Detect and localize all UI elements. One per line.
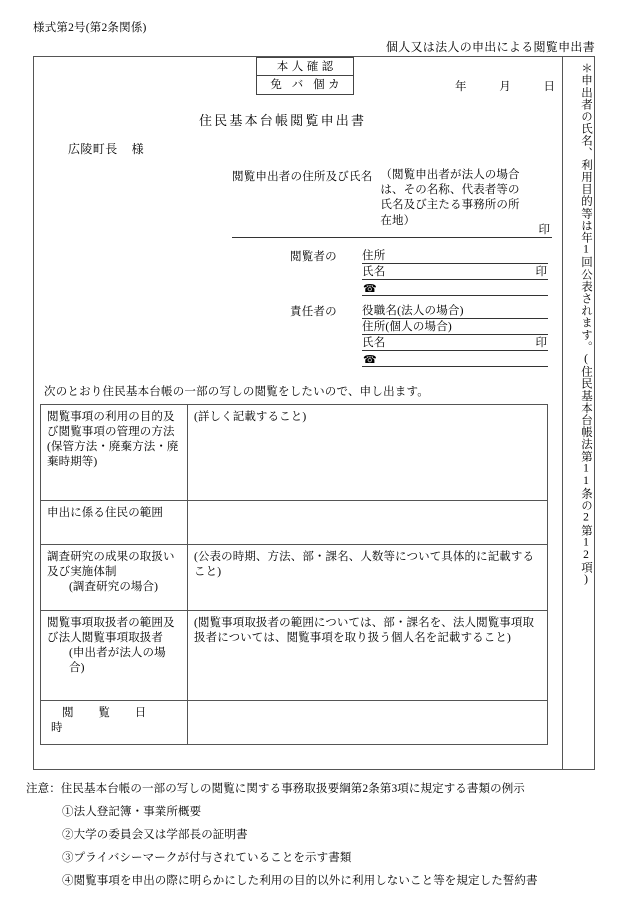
row-value-inspection-datetime[interactable]: [188, 701, 548, 745]
footer-item: ②大学の委員会又は学部長の証明書: [62, 829, 248, 841]
date-month-label: 月: [499, 81, 511, 93]
date-year-label: 年: [455, 81, 467, 93]
responsible-name-label: 氏名: [362, 336, 386, 349]
form-code: 様式第2号(第2条関係): [33, 22, 147, 34]
label-line: (申出者が法人の場合): [69, 646, 166, 674]
label-line: 申出に係る住民の範囲: [47, 507, 163, 519]
viewer-address-label: 住所: [362, 249, 386, 262]
applicant-entry-line[interactable]: [232, 222, 552, 238]
viewer-name-label: 氏名: [362, 265, 386, 278]
viewer-seal-mark: 印: [535, 265, 547, 278]
table-row: [41, 545, 548, 611]
responsible-label: 責任者の: [290, 306, 337, 318]
row-label-research-results: [41, 545, 188, 611]
responsible-position-line[interactable]: [362, 303, 548, 319]
submission-date-fields[interactable]: [455, 78, 555, 94]
label-line: (保管方法・廃棄方法・廃: [47, 440, 179, 453]
applicant-note: （閲覧申出者が法人の場合は、その名称、代表者等の氏名及び主たる事務所の所在地）: [380, 169, 520, 227]
footer-item: ③プライバシーマークが付与されていることを示す書類: [62, 852, 352, 864]
publication-notice-vertical: ＊申出者の氏名、利用目的等は年1回公表されます。(住民基本台帳法第11条の2第12項): [580, 62, 592, 587]
row-value-handlers[interactable]: (閲覧事項取扱者の範囲については、部・課名を、法人閲覧事項取扱者については、閲覧事項を取り扱う個人名を記載すること): [188, 611, 548, 701]
viewer-name-line[interactable]: [362, 264, 548, 280]
label-line: 棄時期等): [47, 455, 98, 468]
row-value-research-results[interactable]: (公表の時期、方法、部・課名、人数等について具体的に記載すること): [188, 545, 548, 611]
addressee: [68, 140, 144, 157]
viewer-label: 閲覧者の: [290, 251, 337, 263]
row-value-purpose[interactable]: (詳しく記載すること): [188, 405, 548, 501]
addressee-office: 広陵町長: [68, 142, 118, 156]
label-line: 閲覧事項取扱者の範囲及: [47, 617, 175, 629]
table-row: [41, 501, 548, 545]
row-label-purpose: [41, 405, 188, 501]
row-label-handlers: [41, 611, 188, 701]
date-day-label: 日: [543, 81, 555, 93]
row-label-resident-scope: [41, 501, 188, 545]
footer-item: ①法人登記簿・事業所概要: [62, 806, 202, 818]
label-line: び法人閲覧事項取扱者: [47, 631, 163, 644]
applicant-seal-mark: 印: [538, 223, 550, 236]
label-line: 閲覧事項の利用の目的及: [47, 411, 175, 423]
row-label-inspection-datetime: [41, 701, 188, 745]
document-kind-heading: 個人又は法人の申出による閲覧申出書: [385, 40, 595, 54]
footer-notes: [26, 780, 606, 888]
responsible-seal-mark: 印: [535, 336, 547, 349]
table-row: [41, 611, 548, 701]
responsible-address-label: 住所(個人の場合): [362, 320, 452, 333]
label-line: 及び実施体制: [47, 565, 117, 578]
footer-heading: 注意：住民基本台帳の一部の写しの閲覧に関する事務取扱要綱第2条第3項に規定する書類の例示: [26, 783, 525, 795]
telephone-icon: ☎: [363, 283, 377, 295]
table-row: [41, 405, 548, 501]
viewer-telephone-line[interactable]: [362, 280, 548, 296]
identity-confirmation-box: [256, 57, 354, 95]
table-row: [41, 701, 548, 745]
label-line: 閲 覧 日 時: [51, 707, 158, 734]
declaration-sentence: 次のとおり住民基本台帳の一部の写しの閲覧をしたいので、申し出ます。: [44, 386, 429, 398]
viewer-address-line[interactable]: [362, 248, 548, 264]
telephone-icon: ☎: [363, 354, 377, 366]
addressee-honorific: 様: [131, 142, 145, 156]
footer-item: ④閲覧事項を申出の際に明らかにした利用の目的以外に利用しないこと等を規定した誓約書: [62, 875, 538, 887]
label-line: 調査研究の成果の取扱い: [47, 551, 175, 563]
row-value-resident-scope[interactable]: [188, 501, 548, 545]
identity-confirmation-title: 本人確認: [257, 58, 353, 76]
responsible-position-label: 役職名(法人の場合): [362, 304, 464, 317]
label-line: (調査研究の場合): [69, 580, 159, 593]
viewer-fields: [362, 248, 548, 296]
responsible-address-line[interactable]: [362, 319, 548, 335]
page-title: 住民基本台帳閲覧申出書: [198, 113, 367, 128]
responsible-fields: [362, 303, 548, 367]
responsible-telephone-line[interactable]: [362, 351, 548, 367]
applicant-label: 閲覧申出者の住所及び氏名: [232, 171, 373, 183]
identity-confirmation-methods[interactable]: 免 バ 個カ: [270, 79, 344, 91]
applicant-section: [232, 168, 552, 229]
application-details-table: [40, 404, 548, 745]
responsible-name-line[interactable]: [362, 335, 548, 351]
label-line: び閲覧事項の管理の方法: [47, 425, 175, 438]
